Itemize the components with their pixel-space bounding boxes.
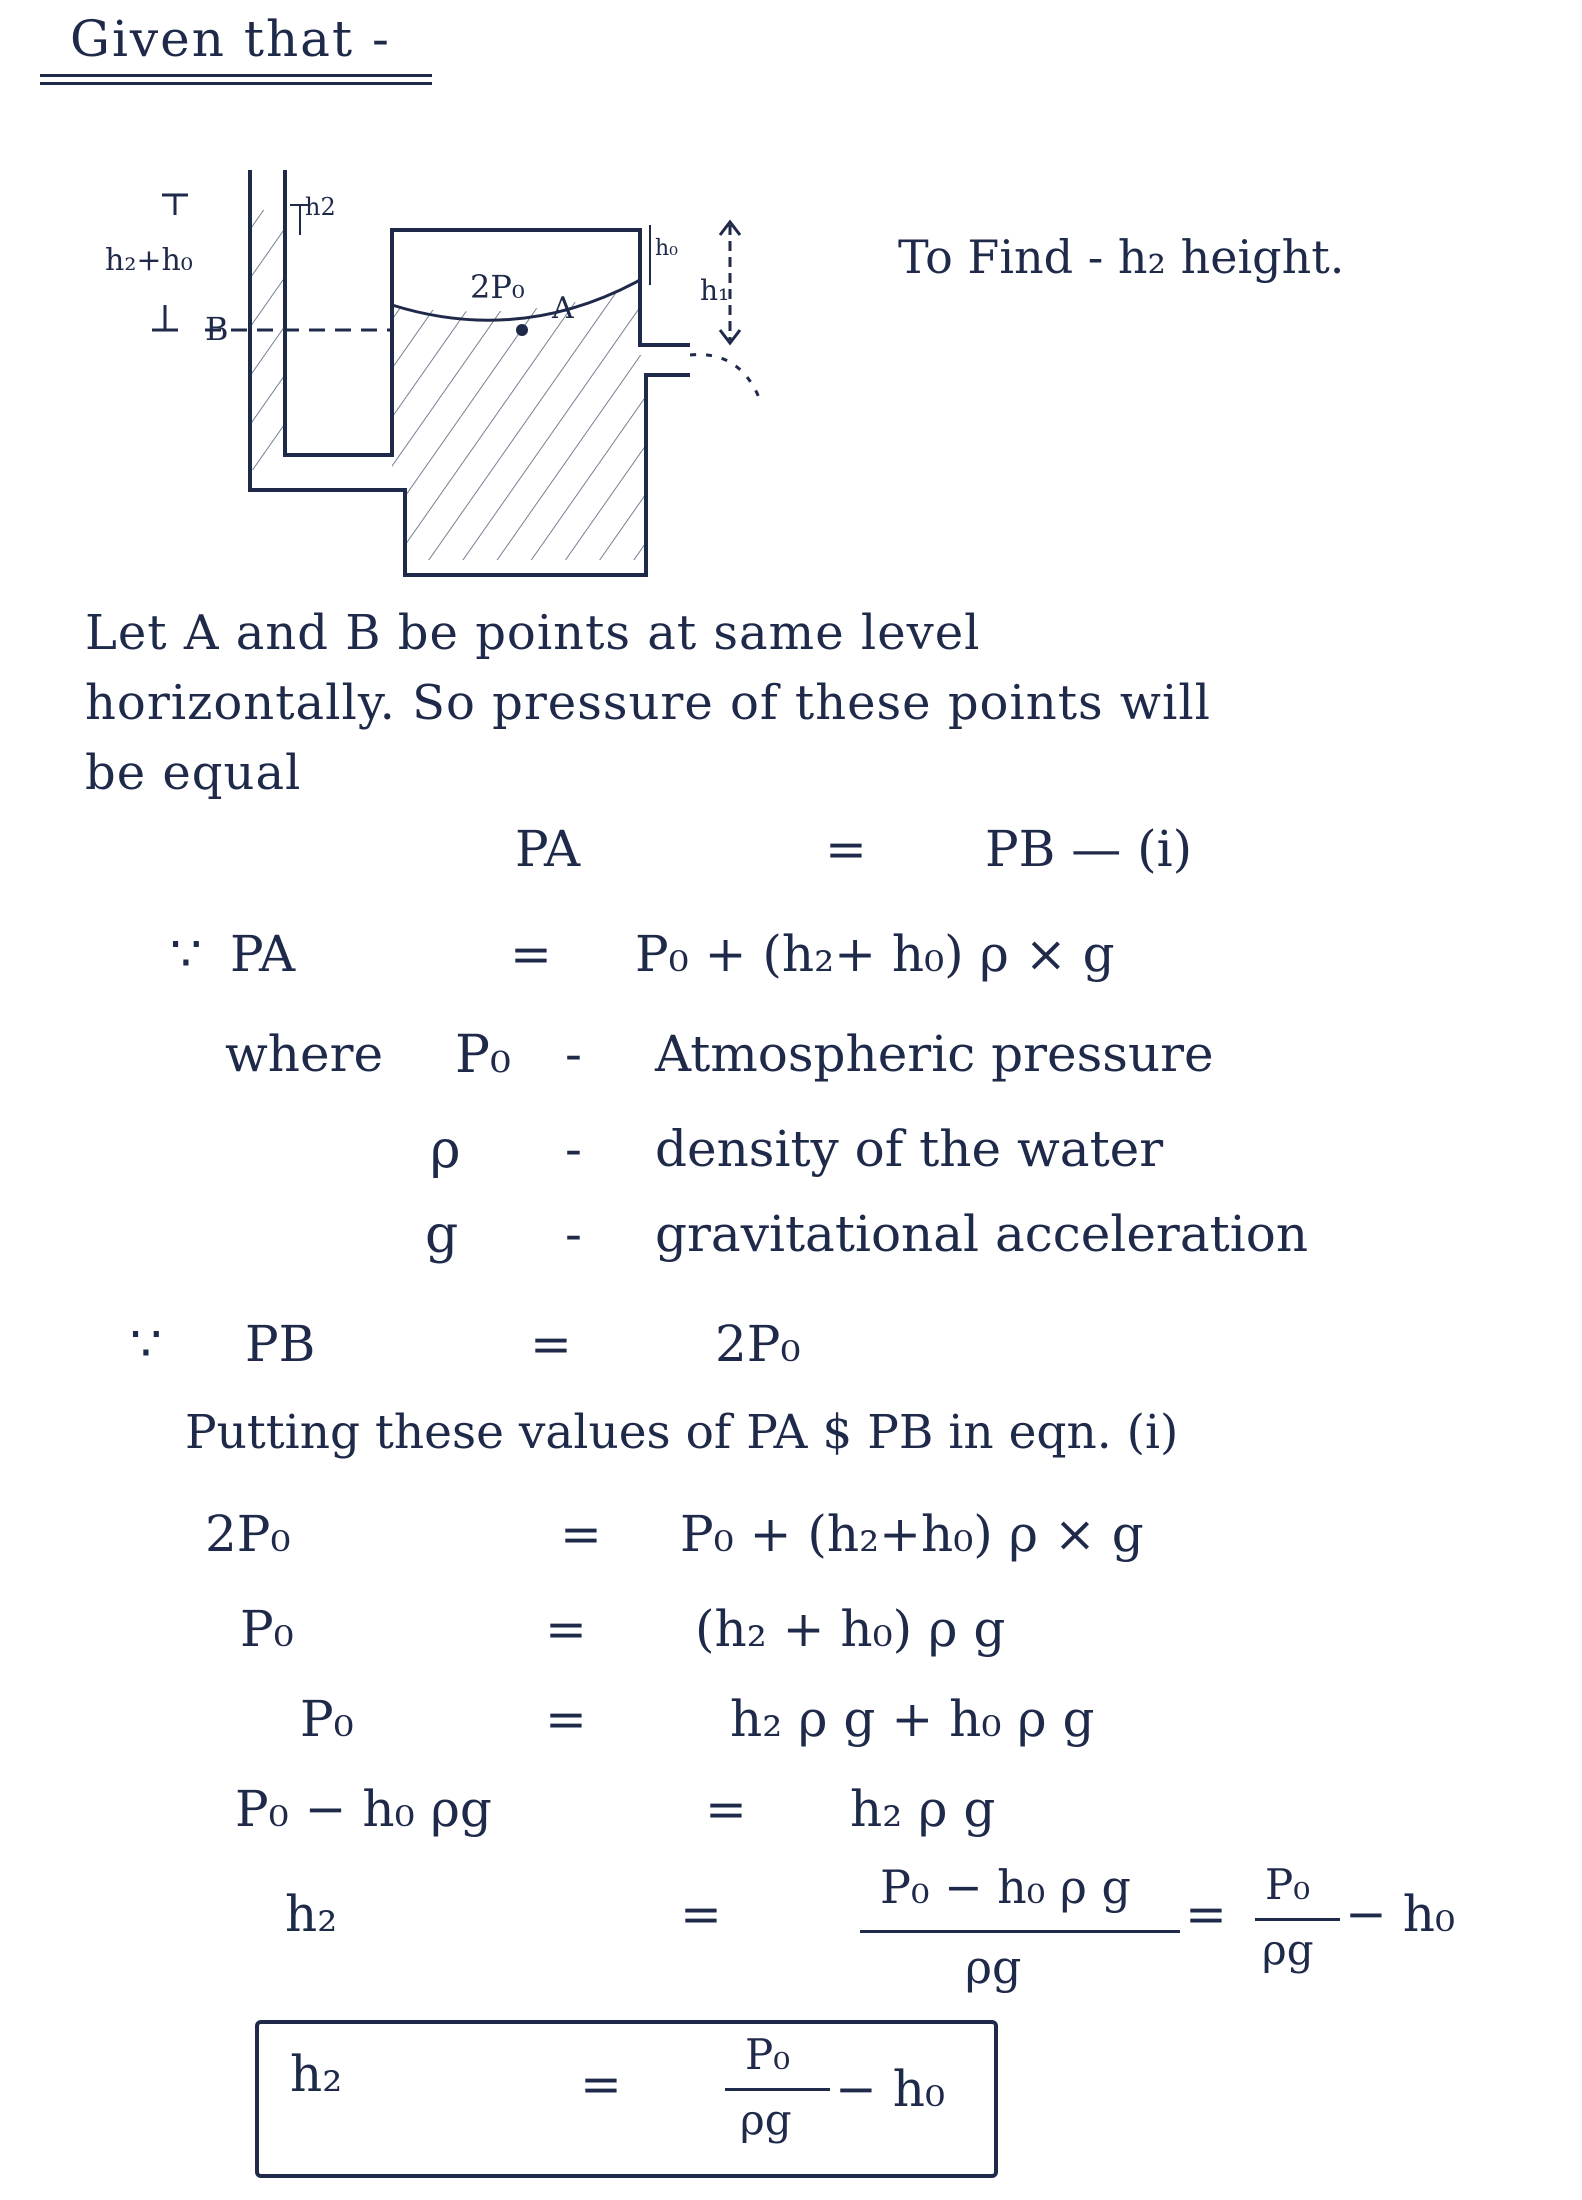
answer-fraction-bar (725, 2088, 830, 2091)
step5-num: P₀ − h₀ ρ g (880, 1860, 1131, 1914)
where-desc-1: Atmospheric pressure (655, 1025, 1214, 1083)
label-h2-h0: h₂+h₀ (105, 243, 193, 278)
step5-fraction-bar (860, 1930, 1180, 1933)
step5-eq: = (680, 1885, 722, 1943)
step5-eq2: = (1185, 1885, 1227, 1943)
step2-eq: = (545, 1600, 587, 1658)
where-dash-2: - (565, 1120, 582, 1178)
where-desc-2: density of the water (655, 1120, 1164, 1178)
eq2-rhs: P₀ + (h₂+ h₀) ρ × g (635, 925, 1115, 983)
eq1-lhs: PA (515, 820, 581, 878)
heading: Given that - (70, 10, 391, 68)
water-hatch-main (250, 210, 646, 560)
label-b: B (205, 310, 229, 348)
eq3-prefix: ∵ (130, 1315, 162, 1373)
outflow-stream (690, 355, 760, 400)
answer-tail: − h₀ (835, 2060, 946, 2118)
step1-rhs: P₀ + (h₂+h₀) ρ × g (680, 1505, 1144, 1563)
para-line-3: be equal (85, 745, 302, 801)
eq2-prefix: ∵ (170, 925, 202, 983)
step5-fraction-bar-2 (1255, 1918, 1340, 1921)
putting-line: Putting these values of PA $ PB in eqn. (i) (185, 1405, 1179, 1460)
where-sym-g: g (425, 1205, 459, 1265)
where-sym-rho: ρ (430, 1120, 461, 1180)
eq3-lhs: PB (245, 1315, 316, 1373)
eq1-rhs: PB — (i) (985, 820, 1193, 878)
para-line-2: horizontally. So pressure of these points will (85, 675, 1212, 731)
step3-rhs: h₂ ρ g + h₀ ρ g (730, 1690, 1095, 1748)
point-a-dot (516, 324, 528, 336)
to-find: To Find - h₂ height. (898, 230, 1345, 284)
label-h1: h₁ (700, 274, 730, 307)
step5-lhs: h₂ (285, 1885, 338, 1943)
eq2-lhs: PA (230, 925, 296, 983)
where-desc-3: gravitational acceleration (655, 1205, 1309, 1263)
answer-eq: = (580, 2055, 622, 2113)
step3-lhs: P₀ (300, 1690, 354, 1748)
step4-lhs: P₀ − h₀ ρg (235, 1780, 492, 1838)
step5-tail: − h₀ (1345, 1885, 1456, 1943)
step4-eq: = (705, 1780, 747, 1838)
step5-den2: ρg (1262, 1925, 1314, 1974)
para-line-1: Let A and B be points at same level (85, 605, 981, 661)
step3-eq: = (545, 1690, 587, 1748)
where-dash-1: - (565, 1025, 582, 1083)
eq2-eq: = (510, 925, 552, 983)
step5-num2: P₀ (1265, 1860, 1311, 1909)
where-label: where (225, 1025, 384, 1083)
step5-den: ρg (965, 1940, 1022, 1994)
eq3-eq: = (530, 1315, 572, 1373)
answer-den: ρg (740, 2095, 792, 2144)
step2-rhs: (h₂ + h₀) ρ g (695, 1600, 1006, 1658)
answer-num: P₀ (745, 2030, 791, 2079)
label-h0: h₀ (655, 236, 678, 261)
step1-lhs: 2P₀ (205, 1505, 291, 1563)
label-h2-small: h2 (305, 193, 336, 221)
where-dash-3: - (565, 1205, 582, 1263)
step1-eq: = (560, 1505, 602, 1563)
step2-lhs: P₀ (240, 1600, 294, 1658)
step4-rhs: h₂ ρ g (850, 1780, 996, 1838)
where-sym-p0: P₀ (455, 1025, 511, 1085)
tank-diagram (0, 0, 800, 600)
answer-lhs: h₂ (290, 2045, 343, 2103)
eq3-rhs: 2P₀ (715, 1315, 801, 1373)
label-2p0: 2P₀ (470, 268, 525, 306)
eq1-eq: = (825, 820, 867, 878)
label-a: A (552, 291, 574, 326)
